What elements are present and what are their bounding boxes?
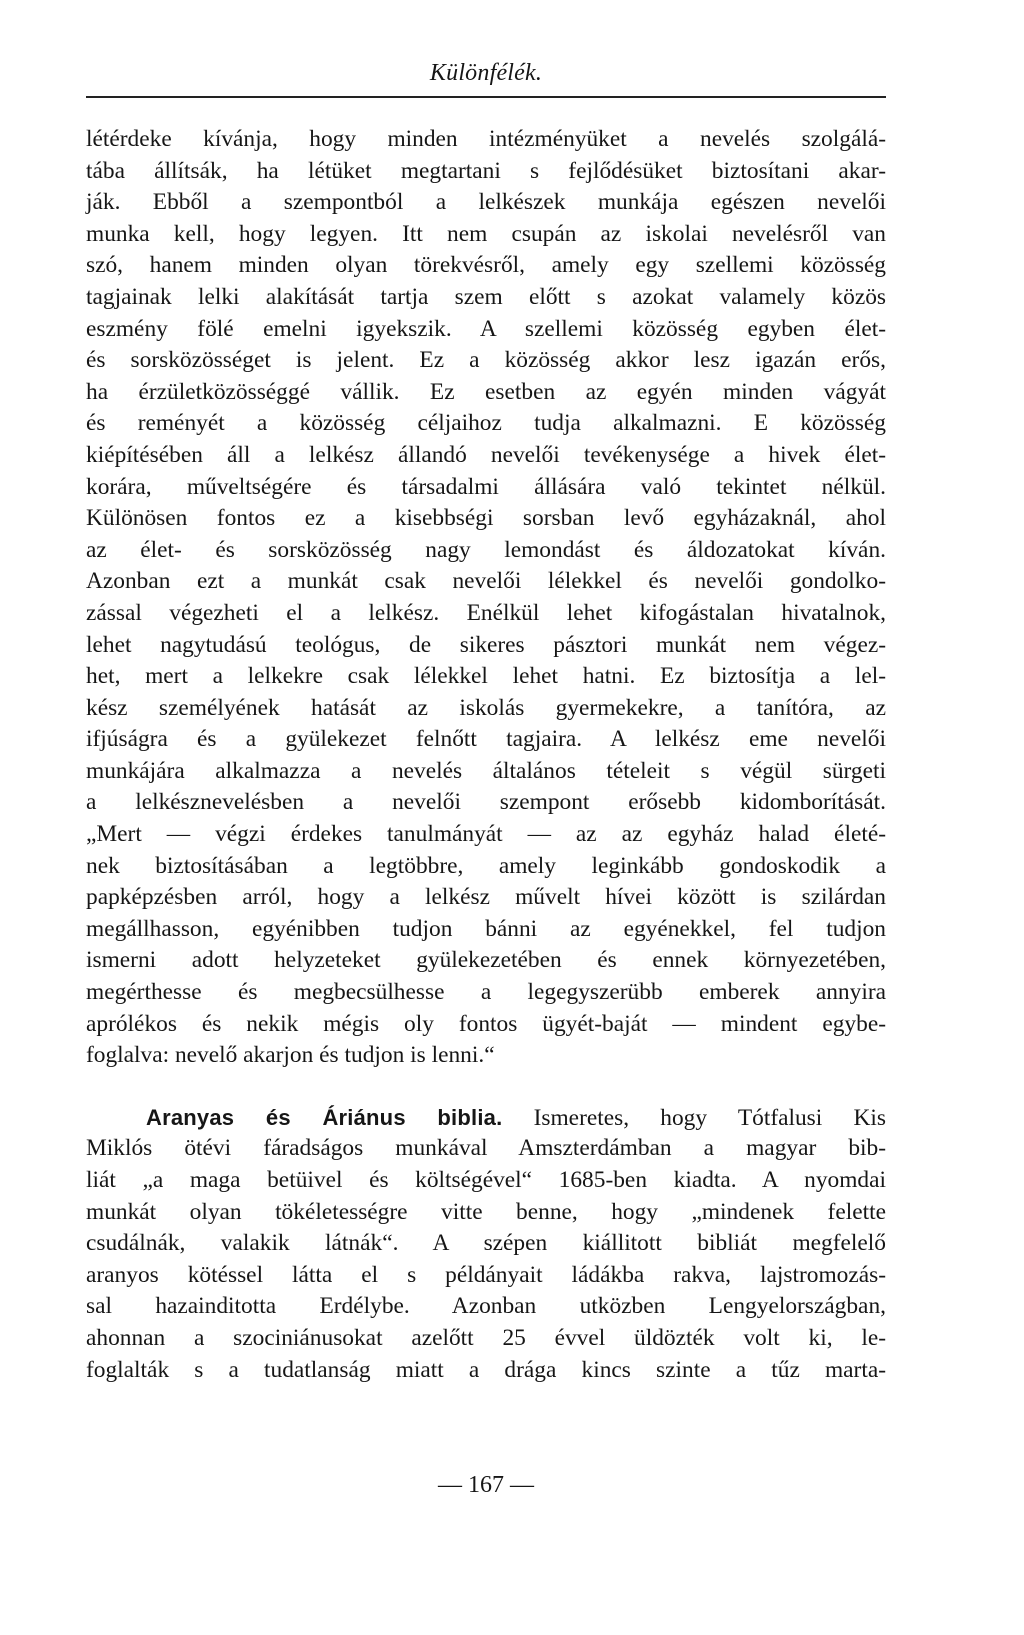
text-line: foglalták s a tudatlanság miatt a drága kincs szinte a tűz marta-: [86, 1356, 886, 1383]
text-line: Különösen fontos ez a kisebbségi sorsban levő egyházaknál, ahol: [86, 505, 886, 532]
text-line: ismerni adott helyzeteket gyülekezetében és ennek környezetében,: [86, 947, 886, 974]
text-line: papképzésben arról, hogy a lelkész művelt hívei között is szilárdan: [86, 884, 886, 911]
running-head: Különfélék.: [429, 60, 543, 86]
text-line: az élet- és sorsközösség nagy lemondást és áldozatokat kíván.: [86, 536, 886, 563]
text-line: ha érzületközösséggé vállik. Ez esetben az egyén minden vágyát: [86, 378, 886, 405]
section-first-line: [86, 1102, 886, 1134]
text-line: tába állítsák, ha létüket megtartani s fejlődésüket biztosítani akar-: [86, 157, 886, 184]
text-line: ahonnan a szociniánusokat azelőtt 25 évvel üldözték volt ki, le-: [86, 1324, 886, 1351]
text-line: munkájára alkalmazza a nevelés általános tételeit s végül sürgeti: [86, 757, 886, 784]
text-line: megállhasson, egyénibben tudjon bánni az egyénekkel, fel tudjon: [86, 915, 886, 942]
text-line: lehet nagytudású teológus, de sikeres pásztori munkát nem végez-: [86, 631, 886, 658]
text-line: foglalva: nevelő akarjon és tudjon is lenni.“: [86, 1042, 495, 1069]
text-line: a lelkésznevelésben a nevelői szempont erősebb kidomborítását.: [86, 789, 886, 816]
text-line: aranyos kötéssel látta el s példányait ládákba rakva, lajstromozás-: [86, 1261, 886, 1288]
text-line: szó, hanem minden olyan törekvésről, amely egy szellemi közösség: [86, 252, 886, 279]
text-line: Miklós ötévi fáradságos munkával Amszterdámban a magyar bib-: [86, 1135, 886, 1162]
section-title: Aranyas és Áriánus biblia.: [146, 1104, 503, 1130]
text-line: ják. Ebből a szempontból a lelkészek munkája egészen nevelői: [86, 189, 886, 216]
text-line: tagjainak lelki alakítását tartja szem előtt s azokat valamely közös: [86, 283, 886, 310]
text-line: ifjúságra és a gyülekezet felnőtt tagjaira. A lelkész eme nevelői: [86, 726, 886, 753]
header-rule: [86, 96, 886, 98]
body-text: [86, 124, 886, 1386]
text-line: sal hazainditotta Erdélybe. Azonban utközben Lengyelországban,: [86, 1293, 886, 1320]
text-line: kész személyének hatását az iskolás gyermekekre, a tanítóra, az: [86, 694, 886, 721]
text-line: és reményét a közösség céljaihoz tudja alkalmazni. E közösség: [86, 410, 886, 437]
text-line: munka kell, hogy legyen. Itt nem csupán az iskolai nevelésről van: [86, 220, 886, 247]
text-line: aprólékos és nekik mégis oly fontos ügyét-baját — mindent egybe-: [86, 1010, 886, 1037]
text-line: Azonban ezt a munkát csak nevelői lélekkel és nevelői gondolko-: [86, 568, 886, 595]
text-line: csudálnák, valakik látnák“. A szépen kiállitott bibliát megfelelő: [86, 1230, 886, 1257]
section-gap: [86, 1072, 886, 1102]
text-line: munkát olyan tökéletességre vitte benne, hogy „mindenek felette: [86, 1198, 886, 1225]
text-line: kiépítésében áll a lelkész állandó nevelői tevékenysége a hivek élet-: [86, 441, 886, 468]
text-line: zással végezheti el a lelkész. Enélkül lehet kifogástalan hivatalnok,: [86, 599, 886, 626]
text-line: „Mert — végzi érdekes tanulmányát — az az egyház halad életé-: [86, 821, 886, 848]
text-line: megérthesse és megbecsülhesse a legegyszerübb emberek annyira: [86, 979, 886, 1006]
page-number: — 167 —: [438, 1472, 534, 1498]
text-line: eszmény fölé emelni igyekszik. A szellemi közösség egyben élet-: [86, 315, 886, 342]
text-line: és sorsközösséget is jelent. Ez a közösség akkor lesz igazán erős,: [86, 347, 886, 374]
paragraph: [86, 124, 886, 1072]
text-line: létérdeke kívánja, hogy minden intézményüket a nevelés szolgálá-: [86, 126, 886, 152]
text-line: het, mert a lelkekre csak lélekkel lehet hatni. Ez biztosítja a lel-: [86, 663, 886, 690]
text-line: nek biztosításában a legtöbbre, amely leginkább gondoskodik a: [86, 852, 886, 879]
section-aranyas-biblia: [86, 1102, 886, 1386]
section-lead-text: Ismeretes, hogy Tótfalusi Kis: [502, 1104, 886, 1131]
text-line: liát „a maga betüivel és költségével“ 1685-ben kiadta. A nyomdai: [86, 1167, 886, 1193]
text-line: korára, műveltségére és társadalmi állására való tekintet nélkül.: [86, 473, 886, 500]
